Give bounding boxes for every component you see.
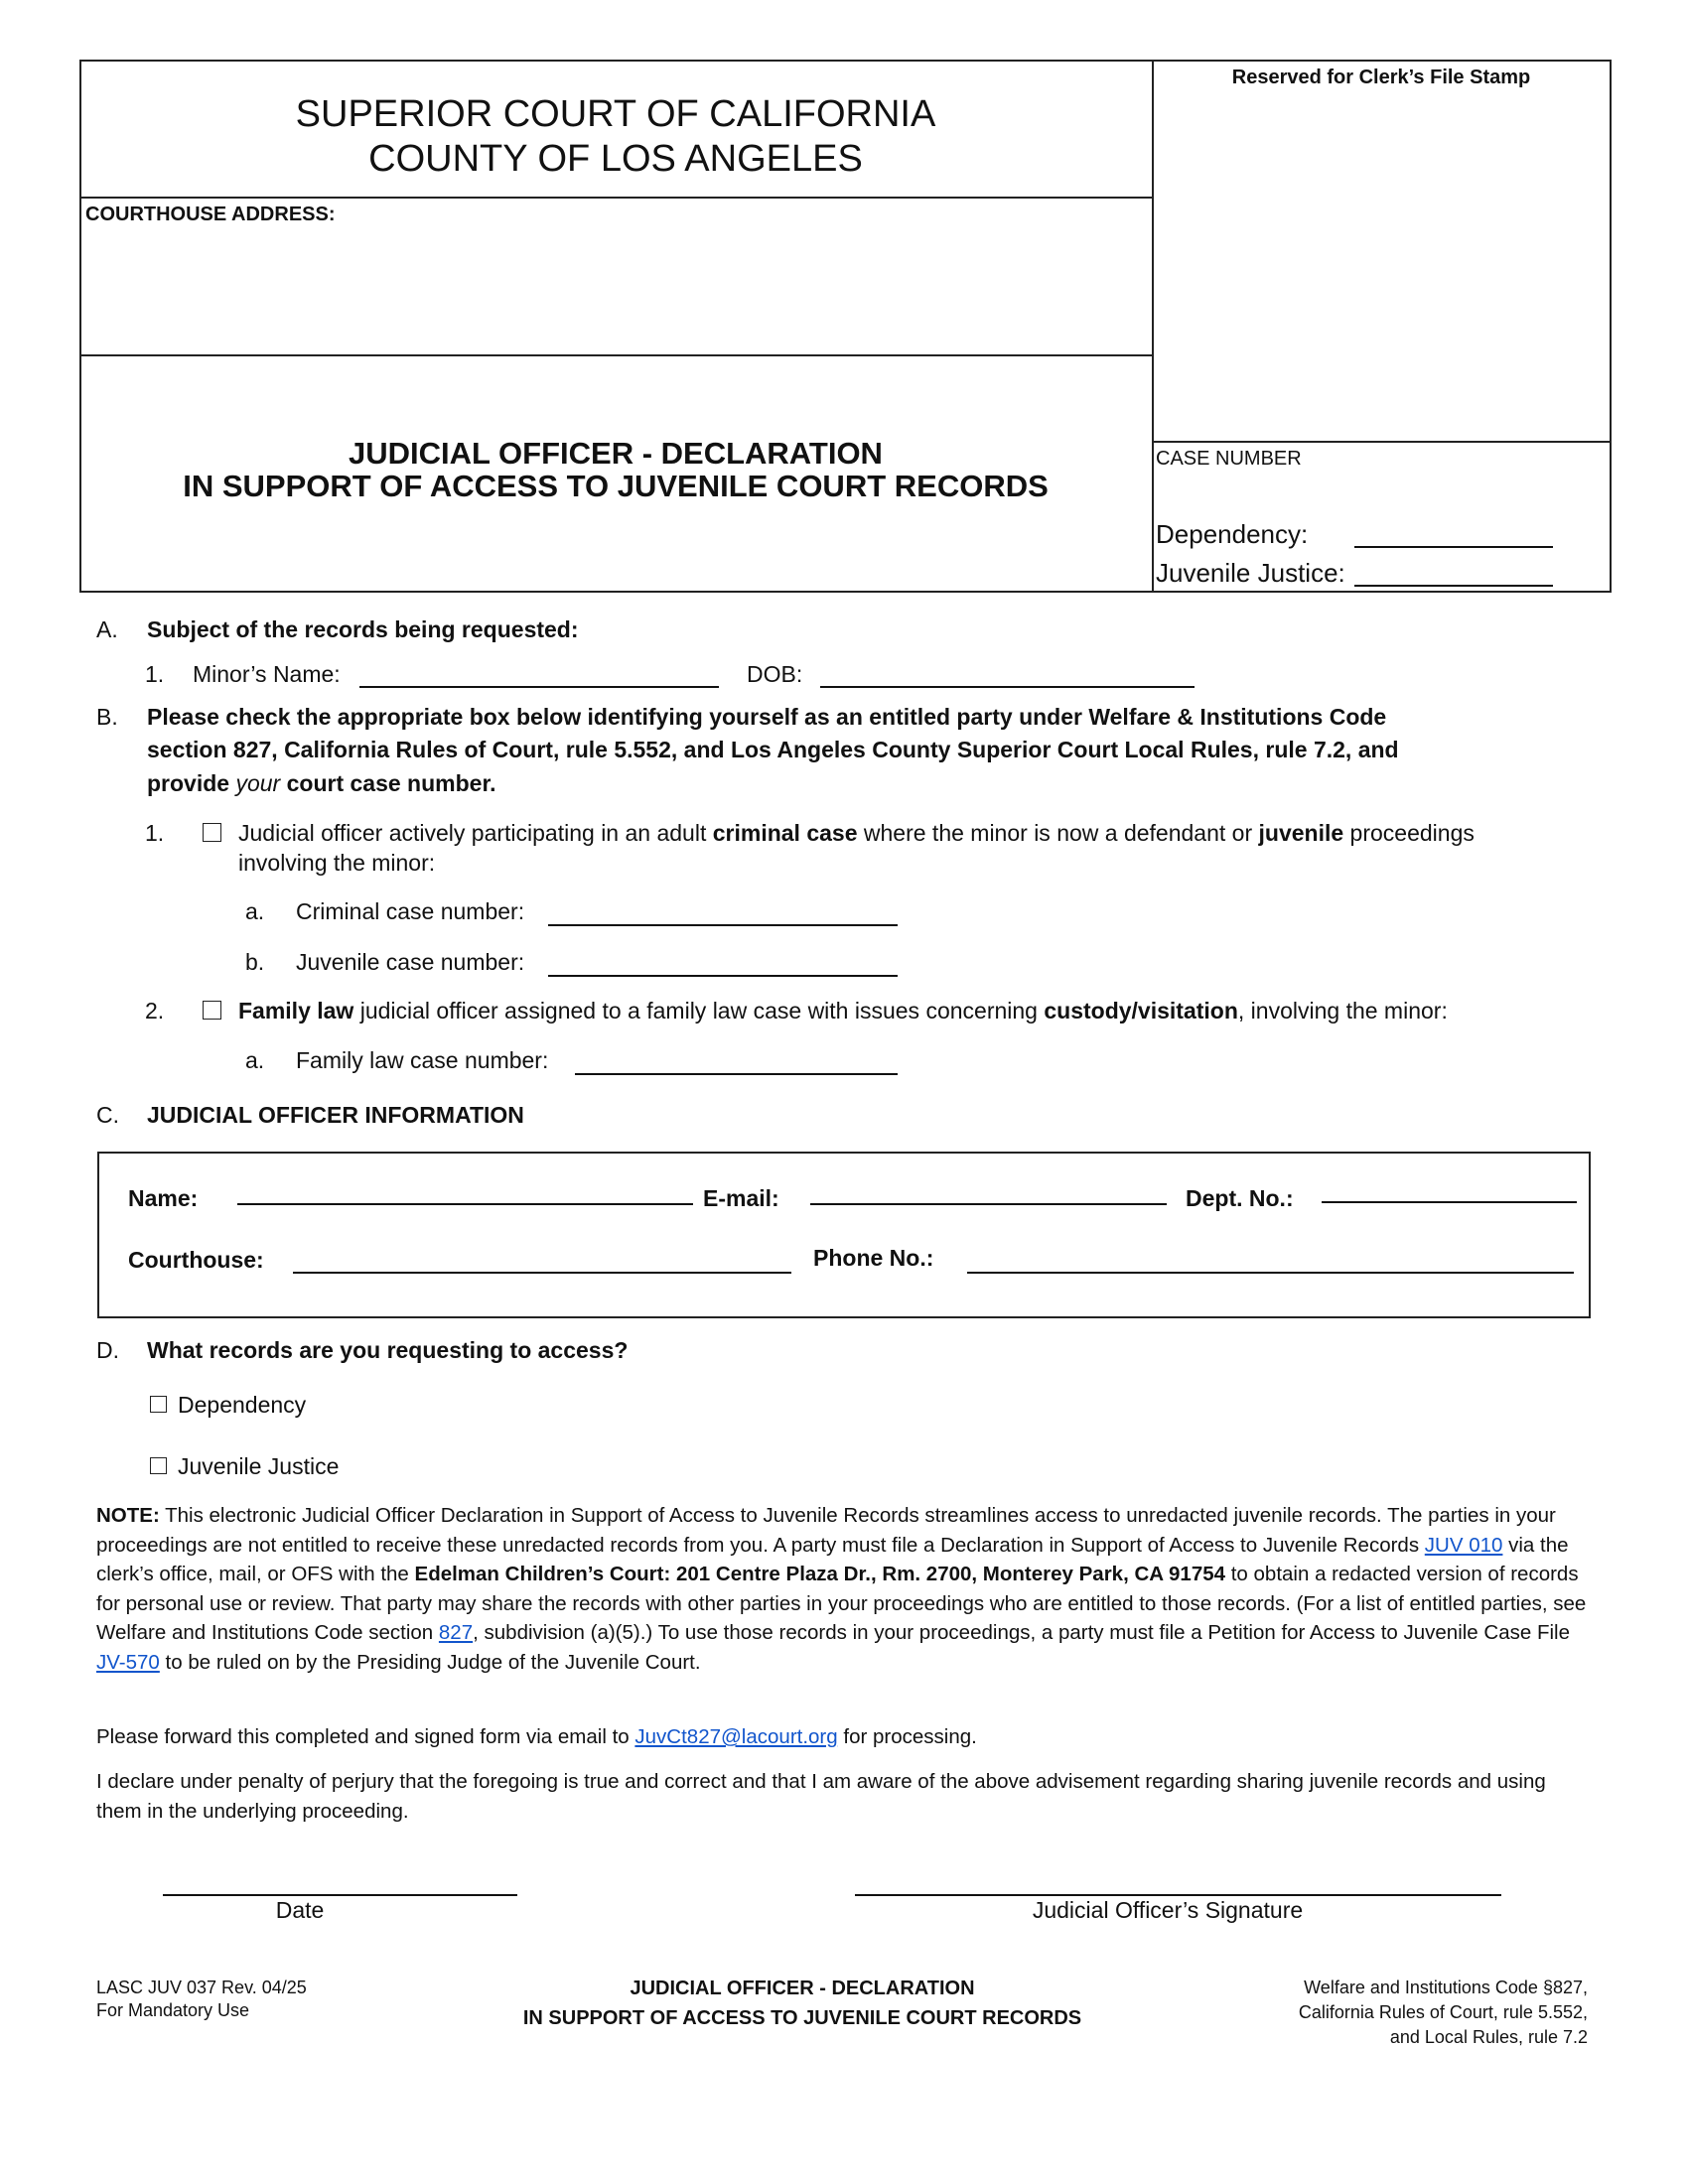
criminal-case-label: Criminal case number: [296, 898, 525, 924]
header-divider [1152, 60, 1154, 593]
dependency-option-label: Dependency [178, 1392, 307, 1418]
dependency-checkbox[interactable] [150, 1396, 167, 1413]
sub-letter: b. [245, 949, 265, 975]
note-paragraph [96, 1501, 1596, 1678]
item-number: 1. [145, 820, 165, 846]
text: judicial officer assigned to a family law case with issues concerning [353, 998, 1045, 1024]
section-b-text [147, 770, 496, 797]
minor-name-field[interactable] [359, 686, 719, 688]
signature-label: Judicial Officer’s Signature [1032, 1897, 1304, 1923]
text: custody/visitation [1044, 998, 1238, 1024]
footer-title: JUDICIAL OFFICER - DECLARATION [630, 1978, 975, 1999]
juvenile-justice-case-field[interactable] [1354, 585, 1553, 587]
county-name: COUNTY OF LOS ANGELES [368, 138, 863, 180]
note-label: NOTE: [96, 1504, 160, 1527]
text: This electronic Judicial Officer Declaration in Support of Access to Juvenile Records streamlines access to unredacted juvenile records. The parties in your proceedings are not entitled to receive these unredacted records from you. A party must file a Declaration in Support of Access to Juvenile Records [96, 1504, 1556, 1557]
section-a-title: Subject of the records being requested: [147, 616, 579, 642]
juv-010-link[interactable]: JUV 010 [1424, 1533, 1503, 1557]
divider [1152, 441, 1612, 443]
text: proceedings [1343, 820, 1475, 846]
judicial-officer-info-box [97, 1152, 1591, 1318]
text: where the minor is now a defendant or [857, 820, 1259, 846]
date-label: Date [275, 1897, 325, 1923]
item-number: 1. [145, 661, 165, 687]
criminal-juvenile-checkbox[interactable] [203, 823, 221, 842]
text: for processing. [837, 1725, 977, 1748]
juvenile-justice-checkbox[interactable] [150, 1457, 167, 1474]
courthouse-field[interactable] [293, 1272, 791, 1274]
text: criminal case [712, 820, 858, 846]
section-d-title: What records are you requesting to access? [147, 1337, 629, 1363]
section-b-letter: B. [96, 704, 118, 730]
footer-reference: Welfare and Institutions Code §827, [1304, 1978, 1588, 1997]
declaration-statement: I declare under penalty of perjury that the foregoing is true and correct and that I am aware of the above advisement regarding sharing juvenile records and using them in the underlying proceeding. [96, 1770, 1546, 1823]
family-law-checkbox[interactable] [203, 1001, 221, 1020]
juvenile-case-label: Juvenile case number: [296, 949, 525, 975]
phone-field[interactable] [967, 1272, 1574, 1274]
text: provide [147, 770, 236, 796]
item1-text: involving the minor: [238, 850, 436, 876]
mandatory-use: For Mandatory Use [96, 2000, 250, 2020]
text: to be ruled on by the Presiding Judge of the Juvenile Court. [159, 1650, 701, 1674]
text: via the clerk’s office, mail, or OFS with the [96, 1533, 1569, 1586]
email-field[interactable] [810, 1203, 1167, 1205]
family-law-case-field[interactable] [575, 1073, 898, 1075]
jv-570-link[interactable]: JV-570 [96, 1650, 160, 1674]
text: Family law [238, 998, 354, 1024]
form-title: IN SUPPORT OF ACCESS TO JUVENILE COURT RECORDS [183, 469, 1049, 503]
court-name: SUPERIOR COURT OF CALIFORNIA [295, 93, 936, 135]
text: Please forward this completed and signed form via email to [96, 1725, 635, 1748]
section-d-letter: D. [96, 1337, 119, 1363]
text: , involving the minor: [1237, 998, 1448, 1024]
text: juvenile [1258, 820, 1344, 846]
email-label: E-mail: [703, 1185, 779, 1211]
signature-field[interactable] [855, 1894, 1501, 1896]
case-number-label: CASE NUMBER [1156, 448, 1302, 470]
text: to obtain a redacted version of records for personal use or review. That party may share the records with other parties in your proceedings who are entitled to those records. (For a list of entitled parties, see Welfare and Institutions Code section [96, 1563, 1587, 1645]
phone-label: Phone No.: [813, 1245, 934, 1271]
dob-field[interactable] [820, 686, 1195, 688]
form-id: LASC JUV 037 Rev. 04/25 [96, 1978, 307, 1997]
criminal-case-field[interactable] [548, 924, 898, 926]
sub-letter: a. [245, 898, 265, 924]
text-emphasis: your [235, 770, 281, 796]
footer-title: IN SUPPORT OF ACCESS TO JUVENILE COURT RECORDS [522, 2007, 1082, 2029]
section-c-title: JUDICIAL OFFICER INFORMATION [147, 1102, 524, 1128]
form-title: JUDICIAL OFFICER - DECLARATION [349, 436, 883, 471]
item1-text [238, 820, 1475, 847]
name-field[interactable] [237, 1203, 693, 1205]
name-label: Name: [128, 1185, 199, 1211]
section-827-link[interactable]: 827 [438, 1621, 474, 1645]
clerk-stamp-label: Reserved for Clerk’s File Stamp [1231, 67, 1531, 88]
section-b-text: section 827, California Rules of Court, rule 5.552, and Los Angeles County Superior Court Local Rules, rule 7.2, and [147, 737, 1399, 762]
dependency-case-field[interactable] [1354, 546, 1553, 548]
sub-letter: a. [245, 1047, 265, 1073]
text: , subdivision (a)(5).) To use those records in your proceedings, a party must file a Petition for Access to Juvenile Case File [473, 1621, 1570, 1645]
juvenile-justice-case-label: Juvenile Justice: [1156, 558, 1345, 588]
item2-text [238, 998, 1448, 1024]
dependency-case-label: Dependency: [1156, 519, 1309, 549]
dept-label: Dept. No.: [1186, 1185, 1294, 1211]
section-a-letter: A. [96, 616, 118, 642]
dob-label: DOB: [747, 661, 803, 687]
divider [79, 354, 1152, 356]
courthouse-label: Courthouse: [128, 1247, 264, 1273]
family-law-case-label: Family law case number: [296, 1047, 549, 1073]
minor-name-label: Minor’s Name: [193, 661, 341, 687]
juvenile-case-field[interactable] [548, 975, 898, 977]
footer-reference: and Local Rules, rule 7.2 [1389, 2027, 1588, 2047]
email-link[interactable]: JuvCt827@lacourt.org [634, 1725, 838, 1748]
juvenile-justice-option-label: Juvenile Justice [178, 1453, 340, 1479]
text: court case number. [280, 770, 496, 796]
item-number: 2. [145, 998, 165, 1024]
text: Judicial officer actively participating in an adult [238, 820, 713, 846]
section-c-letter: C. [96, 1102, 119, 1128]
dept-field[interactable] [1322, 1201, 1577, 1203]
court-address: Edelman Children’s Court: 201 Centre Plaza Dr., Rm. 2700, Monterey Park, CA 91754 [414, 1563, 1226, 1586]
section-b-text: Please check the appropriate box below identifying yourself as an entitled party under Welfare & Institutions Code [147, 704, 1387, 730]
date-field[interactable] [163, 1894, 517, 1896]
divider [79, 197, 1152, 199]
courthouse-address-label: COURTHOUSE ADDRESS: [85, 204, 336, 225]
forward-instructions [96, 1722, 1596, 1752]
footer-reference: California Rules of Court, rule 5.552, [1298, 2002, 1588, 2022]
